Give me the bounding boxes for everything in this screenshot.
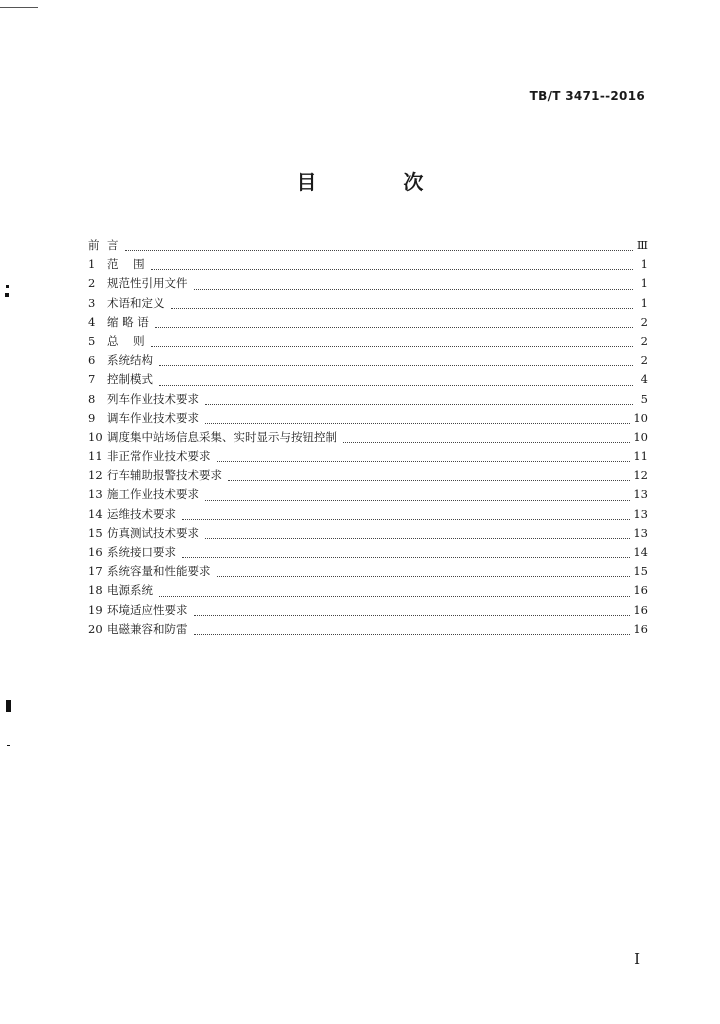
toc-entry[interactable] <box>88 370 648 389</box>
toc-leader-dots <box>151 345 633 347</box>
toc-entry-page: 13 <box>633 506 648 521</box>
toc-entry-page: 12 <box>633 468 648 483</box>
toc-entry-number: 7 <box>88 372 96 387</box>
toc-entry-label: 系统接口要求 <box>107 545 176 559</box>
toc-entry-page: 16 <box>633 583 648 598</box>
toc-leader-dots <box>217 460 631 462</box>
toc-leader-dots <box>205 537 630 539</box>
scan-mark <box>6 700 11 712</box>
table-of-contents <box>88 236 648 639</box>
scan-mark <box>7 745 10 746</box>
toc-leader-dots <box>343 441 630 443</box>
toc-entry[interactable] <box>88 313 648 332</box>
toc-entry-label: 控制模式 <box>107 372 153 387</box>
toc-entry-label: 规范性引用文件 <box>107 276 188 291</box>
toc-leader-dots <box>182 518 630 520</box>
toc-entry-number: 14 <box>88 506 103 521</box>
toc-entry-page: 2 <box>640 333 648 348</box>
toc-entry[interactable] <box>88 428 648 447</box>
toc-entry-page: 4 <box>640 372 648 387</box>
toc-leader-dots <box>194 633 631 635</box>
toc-leader-dots <box>205 403 633 405</box>
toc-entry-number: 3 <box>88 295 96 310</box>
standard-code: TB/T 3471--2016 <box>529 89 645 103</box>
toc-entry-label: 调度集中站场信息采集、实时显示与按钮控制 <box>107 429 337 444</box>
toc-entry-page: 5 <box>640 391 648 406</box>
scan-mark <box>6 285 9 288</box>
toc-entry-number: 2 <box>88 276 96 291</box>
toc-leader-dots <box>194 288 634 290</box>
toc-entry[interactable] <box>88 485 648 504</box>
toc-entry-page: 1 <box>640 276 648 291</box>
toc-entry-page: 13 <box>633 487 648 502</box>
toc-entry-page: 1 <box>640 295 648 310</box>
toc-entry-label: 范 围 <box>107 257 145 272</box>
toc-entry-page: 15 <box>633 564 648 579</box>
toc-entry-page: 10 <box>633 429 648 444</box>
toc-entry-number: 17 <box>88 564 103 579</box>
toc-entry-label: 电磁兼容和防雷 <box>107 621 188 636</box>
toc-entry[interactable] <box>88 351 648 370</box>
toc-leader-dots <box>217 575 631 577</box>
scan-mark <box>5 293 9 297</box>
toc-entry-number: 1 <box>88 257 96 272</box>
toc-entry-number: 11 <box>88 449 103 464</box>
toc-leader-dots <box>151 268 633 270</box>
toc-entry-label: 系统结构 <box>107 353 153 368</box>
toc-entry-label: 电源系统 <box>107 583 153 598</box>
top-rule <box>0 7 38 8</box>
toc-entry-label: 非正常作业技术要求 <box>107 449 211 464</box>
toc-entry-label: 仿真测试技术要求 <box>107 525 199 540</box>
toc-entry-number: 5 <box>88 333 96 348</box>
toc-entry-label: 总 则 <box>107 333 145 348</box>
page-number: I <box>634 950 640 968</box>
toc-entry[interactable] <box>88 505 648 524</box>
toc-entry[interactable] <box>88 543 648 562</box>
toc-entry[interactable] <box>88 332 648 351</box>
toc-leader-dots <box>159 595 630 597</box>
toc-entry-number: 9 <box>88 410 96 425</box>
toc-entry-label: 系统容量和性能要求 <box>107 564 211 579</box>
toc-entry-number: 前 <box>88 238 100 252</box>
toc-entry-page: 1 <box>640 257 648 272</box>
toc-entry[interactable] <box>88 466 648 485</box>
toc-entry-page: 14 <box>633 545 648 559</box>
toc-leader-dots <box>205 422 630 424</box>
toc-entry[interactable] <box>88 601 648 620</box>
toc-entry-number: 15 <box>88 525 103 540</box>
toc-entry-number: 4 <box>88 314 96 329</box>
toc-leader-dots <box>205 499 630 501</box>
toc-leader-dots <box>155 326 633 328</box>
toc-entry[interactable] <box>88 390 648 409</box>
toc-leader-dots <box>182 556 630 558</box>
toc-entry-label: 言 <box>107 238 119 252</box>
toc-entry-page: 16 <box>633 602 648 617</box>
toc-entry[interactable] <box>88 409 648 428</box>
toc-leader-dots <box>159 384 633 386</box>
toc-entry-page: Ⅲ <box>636 238 648 252</box>
toc-entry-label: 列车作业技术要求 <box>107 391 199 406</box>
toc-entry-number: 8 <box>88 391 96 406</box>
page-title: 目 次 <box>296 170 424 194</box>
toc-entry[interactable] <box>88 447 648 466</box>
toc-entry-label: 缩 略 语 <box>107 314 149 329</box>
toc-entry[interactable] <box>88 255 648 274</box>
toc-entry-number: 18 <box>88 583 103 598</box>
toc-entry[interactable] <box>88 562 648 581</box>
toc-entry-page: 13 <box>633 525 648 540</box>
toc-entry-number: 13 <box>88 487 103 502</box>
toc-entry-number: 16 <box>88 545 103 559</box>
toc-entry-number: 10 <box>88 429 103 444</box>
toc-entry-label: 调车作业技术要求 <box>107 410 199 425</box>
toc-entry[interactable] <box>88 620 648 639</box>
toc-entry[interactable] <box>88 524 648 543</box>
toc-entry-page: 2 <box>640 314 648 329</box>
toc-entry-page: 16 <box>633 621 648 636</box>
toc-entry-page: 10 <box>633 410 648 425</box>
toc-entry-label: 行车辅助报警技术要求 <box>107 468 222 483</box>
toc-leader-dots <box>228 479 630 481</box>
toc-entry-number: 20 <box>88 621 103 636</box>
toc-entry-label: 施工作业技术要求 <box>107 487 199 502</box>
toc-entry[interactable] <box>88 581 648 600</box>
toc-entry-number: 12 <box>88 468 103 483</box>
toc-entry-page: 11 <box>633 449 648 464</box>
toc-entry[interactable] <box>88 294 648 313</box>
toc-entry[interactable] <box>88 236 648 255</box>
toc-entry-label: 环境适应性要求 <box>107 602 188 617</box>
toc-leader-dots <box>159 364 633 366</box>
toc-entry-label: 术语和定义 <box>107 295 165 310</box>
toc-entry-number: 6 <box>88 353 96 368</box>
toc-leader-dots <box>194 614 631 616</box>
toc-entry-number: 19 <box>88 602 103 617</box>
toc-entry-label: 运维技术要求 <box>107 506 176 521</box>
toc-leader-dots <box>125 249 634 251</box>
toc-entry[interactable] <box>88 274 648 293</box>
toc-leader-dots <box>171 307 634 309</box>
toc-entry-page: 2 <box>640 353 648 368</box>
